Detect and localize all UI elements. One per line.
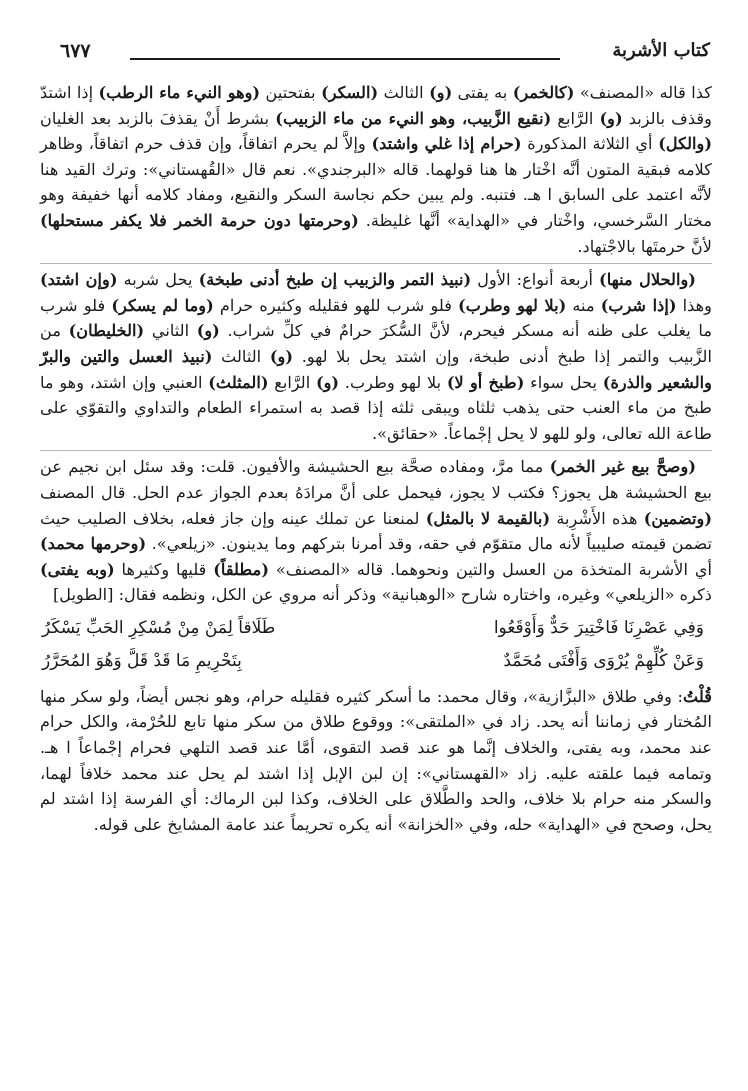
text-segment: وهذا (676, 295, 712, 315)
bold-text-segment: (والكل) (658, 134, 712, 154)
text-segment: ذكره «الزيلعي» وغيره، واختاره شارح «الوهبانية» وذكر أنه مروي عن الكل، ونظمه فقال: [الطويل] (52, 585, 712, 605)
paragraph (40, 263, 712, 446)
text-segment: لمنعنا عن تملك عينه وإن جاز فعله، بخلاف الصليب حيث تضمن قيمته صليبياً لأنه مال متقوّم في حقه، وقد أمرنا بتركهم وما يدينون. «زيلعي». (40, 508, 713, 554)
bold-text-segment: (وما لم يسكر) (111, 295, 214, 315)
bold-text-segment: (نقيع الزَّبيب، وهو النيء من ماء الزبيب) (275, 108, 552, 128)
bold-text-segment: (وتضمين) (643, 508, 713, 528)
bold-text-segment: (السكر) (321, 83, 379, 102)
text-segment: يحل سواء (524, 372, 603, 392)
verse-first-hemistich: وَفِي عَصْرِنَا فَاخْتِيرَ حَدٌّ وَأَوْقَعُوا (493, 617, 704, 638)
bold-text-segment: (مطلقاً) (213, 559, 269, 579)
text-segment: العنبي وإن اشتد، وهو ما طبخ من ماء العنب حتى يذهب ثلثاه ويبقى ثلثه إذا قصد به استمراء الطعام والتداوي والتقوّي على طاعة الله تعالى، ولو للهو لا يحل إجْماعاً. «حقائق». (40, 372, 712, 443)
text-segment: الرَّابع (268, 372, 316, 392)
bold-text-segment: (حرام إذا غلي واشتد) (371, 134, 522, 154)
bold-text-segment: (و) (429, 83, 453, 102)
bold-text-segment: (و) (315, 372, 340, 392)
text-segment: قليها وكثيرها (114, 559, 214, 579)
text-segment: الرَّابع (551, 108, 600, 128)
text-segment: مما مرَّ، ومفاده صحَّة بيع الحشيشة والأفيون. قلت: وقد سئل ابن نجيم عن بيع الحشيشة هل يجوز؟ فكتب لا يجوز، فيحمل على أنَّ مرادَهُ بعدم الجواز عدم الحل. قال المصنف (40, 457, 712, 502)
text-segment: من الزَّبيب والتمر إذا طبخ أدنى طبخة، وإن اشتد يحل بلا لهو. (40, 321, 712, 366)
verse-first-hemistich: وَعَنْ كُلِّهِمْ يُرْوَى وَأَفْتَى مُحَمَّدٌ (503, 650, 704, 671)
bold-text-segment: (نبيذ التمر والزبيب إن طبخ أدنى طبخة) (198, 270, 472, 290)
bold-text-segment: (طبخ أو لا) (446, 372, 525, 392)
bold-text-segment: (وحرمتها دون حرمة الخمر فلا يكفر مستحلها) (40, 210, 359, 230)
page-number: ٦٧٧ (60, 40, 91, 62)
text-segment: أي الأشربة المتخذة من العسل والتين ونحوهما. قاله «المصنف» (269, 559, 712, 579)
page-body (40, 80, 712, 837)
text-segment: لأنَّ حرمتَها بالاجْتهاد. (577, 236, 712, 256)
bold-text-segment: (و) (269, 346, 293, 366)
text-segment: الثاني (144, 321, 197, 341)
bold-text-segment: (الخليطان) (68, 321, 145, 341)
bold-text-segment: (وصحَّ بيع غير الخمر) (549, 457, 696, 477)
bold-text-segment: (كالخمر) (512, 83, 575, 102)
poem-verses (40, 612, 712, 678)
text-segment: كذا قاله «المصنف» (574, 83, 712, 102)
paragraph (40, 450, 712, 608)
text-segment: هذه الأَشْرِبة (550, 508, 644, 528)
bold-text-segment: (وبه يفتى) (40, 559, 115, 579)
text-segment: فلو شرب ما يغلب على ظنه أنه مسكر فيحرم، لأنَّ السُّكرَ حرامٌ في كلِّ شراب. (40, 295, 713, 341)
page-header (60, 38, 710, 72)
text-segment: بفتحتين (260, 83, 322, 102)
text-segment: الثالث (212, 346, 270, 366)
bold-text-segment: (والحلال منها) (599, 270, 696, 290)
paragraph (40, 80, 712, 259)
text-segment: الثالث (378, 83, 430, 102)
header-rule (130, 58, 560, 60)
chapter-title: كتاب الأشربة (612, 40, 710, 61)
bold-text-segment: (بالقيمة لا بالمثل) (425, 508, 551, 528)
verse-second-hemistich: بِتَحْرِيمِ مَا قَدْ قَلَّ وَهُوَ المُحَرَّرُ (42, 650, 242, 671)
text-segment: بشرط أَنْ يقذفَ بالزبد بعد الغليان (40, 108, 276, 128)
bold-text-segment: (وهو النيء ماء الرطب) (98, 83, 261, 102)
verse-line (40, 645, 712, 678)
text-segment: إذا اشتدّ وقذف بالزبد (40, 83, 712, 128)
text-segment: وإلاَّ لم يحرم اتفاقاً، وإن قذف حرم اتفاقاً، وظاهر كلامه فبقية المتون أنَّه اخْتار ها هنا قولهما. قاله «البرجندي». نعم قال «القُهستاني»: وترك القيد هنا لأنَّه اعتمد على السابق ا هـ. فتنبه. ولم يبين حكم نجاسة السكر والنقيع، ومفاد كلامه أنها خفيفة وهو مختار السَّرخسي، واخْتار في «الهداية» أنَّها غليظة. (40, 134, 712, 230)
text-segment: فلو شرب للهو فقليله وكثيره حرام (213, 295, 459, 315)
text-segment: منه (566, 295, 601, 315)
bold-text-segment: قُلْتُ (683, 686, 712, 706)
bold-text-segment: (وحرمها محمد) (40, 534, 147, 554)
text-segment: بلا لهو وطرب. (339, 372, 447, 392)
text-segment: يحل شربه (117, 270, 199, 290)
verse-line (40, 612, 712, 645)
text-segment: أربعة أنواع: الأول (471, 270, 600, 290)
bold-text-segment: (و) (599, 108, 623, 128)
text-segment: به يفتى (452, 83, 513, 102)
text-segment: : وفي طلاق «البزَّازية»، وقال محمد: ما أسكر كثيره فقليله حرام، وهو نجس أيضاً، ولو سكر منها المُختار في زماننا أنه يحد. زاد في «الملتقى»: ووقوع طلاق من سكر منها تابع للحُرْمة، والكل حرام عند محمد، وبه يفتى، والخلاف إنَّما هو عند قصد التقوى، أمَّا عند قصد التلهي فحرام إجْماعاً ا هـ. وتمامه فيما علقته عليه. زاد «القهستاني»: إن لبن الإبل إذا اشتد لم يحل عند محمد خلافاً لهما، والسكر منه حرام بلا خلاف، والحد والطَّلاق على الخلاف، وكذا لبن الرماك: أي الفرسة إذا اشتد لم يحل، وصحح في «الهداية» حله، وفي «الخزانة» أنه يكره تحريماً عند عامة المشايخ على قوله. (40, 686, 712, 834)
bold-text-segment: (إذا شرب) (600, 295, 677, 315)
verse-second-hemistich: طَلَاقاً لِمَنْ مِنْ مُسْكِرِ الحَبِّ يَسْكَرُ (42, 617, 276, 638)
bold-text-segment: (المثلث) (208, 372, 269, 392)
bold-text-segment: (وإن اشتد) (40, 270, 118, 290)
bold-text-segment: (نبيذ العسل والتين والبرّ والشعير والذرة) (40, 346, 712, 392)
bold-text-segment: (بلا لهو وطرب) (458, 295, 567, 315)
text-segment: أي الثلاثة المذكورة (521, 134, 659, 154)
bold-text-segment: (و) (196, 321, 220, 341)
closing-paragraph (40, 684, 712, 838)
